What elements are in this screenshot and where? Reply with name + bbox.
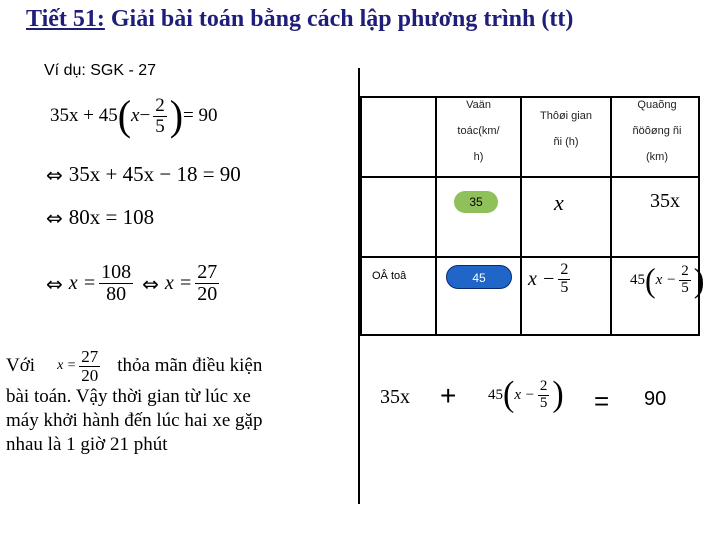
equation-step-2: [46, 162, 241, 187]
step1-left: 35x + 45: [50, 105, 118, 127]
distance-row1: 35x: [650, 190, 680, 212]
header-distance: Quaõng ñöôøng ñi (km): [632, 99, 682, 163]
step4-fraction-1: $\frac{108}{80}$: [101, 261, 132, 305]
step3-expr: 80x = 108: [68, 205, 155, 229]
header-speed: Vaän toác(km/ h): [457, 99, 500, 163]
conclusion-text: [6, 348, 346, 457]
time-row1: x: [554, 190, 564, 215]
equivalence-arrow-icon: ⇔: [46, 205, 63, 230]
step1-fraction: $\frac{2}{5}$: [155, 95, 165, 137]
equation-term-2: 45 ( x − $\frac{2}{5}$ ): [488, 375, 564, 414]
header-time: Thôøi gian ñi (h): [540, 110, 592, 148]
conclusion-prefix: Với: [6, 355, 36, 377]
step4-fraction-2: $\frac{27}{20}$: [197, 261, 218, 305]
equals-sign: =: [594, 386, 610, 416]
step1-x: x: [131, 105, 140, 127]
equivalence-arrow-icon: ⇔: [46, 162, 63, 187]
conclusion-line4: nhau là 1 giờ 21 phút: [6, 433, 168, 455]
equivalence-arrow-icon: ⇔: [46, 271, 63, 296]
speed-badge-row2: 45: [446, 265, 512, 289]
example-label: Ví dụ: SGK - 27: [44, 62, 157, 79]
equation-step-4: [46, 262, 222, 305]
equivalence-arrow-icon: ⇔: [142, 271, 159, 296]
speed-badge-row1: 35: [454, 191, 498, 213]
step4-xeq2: x =: [164, 272, 193, 294]
conclusion-line3: máy khởi hành đến lúc hai xe gặp: [6, 409, 263, 431]
page-title: [26, 6, 573, 33]
equation-rhs: 90: [644, 388, 667, 410]
lesson-title: Giải bài toán bằng cách lập phương trình (tt): [104, 6, 574, 32]
distance-row2: 45 ( x − $\frac{2}{5}$ ): [630, 261, 705, 300]
conclusion-line1: thỏa mãn điều kiện: [117, 355, 263, 377]
conclusion-line2: bài toán. Vậy thời gian từ lúc xe: [6, 385, 251, 407]
open-paren: (: [117, 92, 132, 140]
table-row-divider: [360, 256, 700, 258]
time-row2: x − $\frac{2}{5}$: [528, 261, 569, 296]
equation-step-1: [50, 92, 218, 140]
equation-term-1: 35x: [380, 386, 410, 408]
step2-expr: 35x + 45x − 18 = 90: [68, 162, 241, 186]
close-paren: ): [169, 92, 184, 140]
row-label-car: OÂ toâ: [372, 270, 407, 282]
lesson-number: Tiết 51:: [26, 6, 105, 32]
step4-xeq: x =: [68, 272, 97, 294]
step1-rhs: = 90: [183, 105, 218, 127]
table-row-divider: [360, 176, 700, 178]
conclusion-fraction: x = $\frac{27}{20}$: [57, 347, 99, 385]
plus-sign: +: [440, 380, 457, 411]
step1-minus: −: [139, 105, 151, 127]
equation-step-3: [46, 205, 154, 230]
